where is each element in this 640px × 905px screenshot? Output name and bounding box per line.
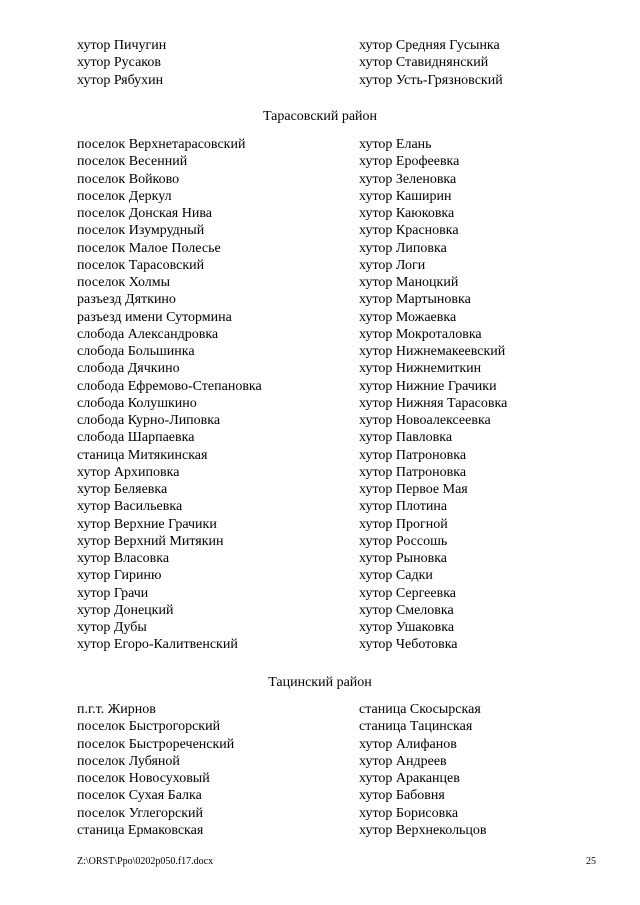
settlement-row — [77, 753, 597, 770]
settlement-right: хутор Андреев — [359, 753, 447, 769]
settlement-list-tarasovsky — [77, 136, 597, 654]
settlement-row — [77, 602, 597, 619]
settlement-row — [77, 205, 597, 222]
settlement-row — [77, 153, 597, 170]
settlement-right: хутор Нижнемиткин — [359, 361, 482, 377]
settlement-left: поселок Сухая Балка — [77, 788, 202, 804]
settlement-left: слобода Ефремово-Степановка — [77, 378, 262, 394]
settlement-right: хутор Каширин — [359, 188, 452, 204]
settlement-left: хутор Дубы — [77, 620, 147, 635]
settlement-row — [77, 516, 597, 533]
settlement-row — [77, 222, 597, 239]
settlement-row — [77, 585, 597, 602]
settlement-left: хутор Донецкий — [77, 602, 174, 618]
settlement-right: хутор Маноцкий — [359, 275, 459, 290]
settlement-left: поселок Войково — [77, 171, 180, 187]
settlement-row — [77, 54, 597, 71]
page-footer — [77, 856, 596, 867]
settlement-row — [77, 822, 597, 839]
settlement-left: хутор Егоро-Калитвенский — [77, 637, 238, 653]
settlement-right: хутор Нижние Грачики — [359, 378, 497, 394]
settlement-left: поселок Изумрудный — [77, 223, 205, 239]
settlement-left: хутор Гириню — [77, 568, 162, 584]
settlement-row — [77, 805, 597, 822]
settlement-right: станица Скосырская — [359, 702, 481, 717]
settlement-right: хутор Средняя Гусынка — [359, 38, 500, 53]
settlement-right: хутор Ушаковка — [359, 620, 455, 635]
settlement-row — [77, 412, 597, 429]
settlement-row — [77, 188, 597, 205]
settlement-row — [77, 567, 597, 584]
settlement-row — [77, 37, 597, 54]
settlement-right: хутор Прогной — [359, 516, 448, 532]
settlement-right: хутор Елань — [359, 137, 432, 152]
settlement-right: станица Тацинская — [359, 719, 473, 735]
settlement-right: хутор Ставиднянский — [359, 55, 489, 71]
settlement-left: поселок Углегорский — [77, 805, 204, 821]
settlement-left: поселок Новосуховый — [77, 771, 210, 786]
settlement-right: хутор Алифанов — [359, 736, 457, 752]
settlement-right: хутор Патроновка — [359, 447, 467, 463]
settlement-left: разъезд имени Сутормина — [77, 309, 232, 325]
settlement-left: поселок Быстрогорский — [77, 719, 221, 735]
settlement-left: слобода Курно-Липовка — [77, 413, 221, 428]
settlement-left: хутор Верхний Митякин — [77, 533, 224, 549]
settlement-row — [77, 395, 597, 412]
settlement-right: хутор Каюковка — [359, 206, 455, 221]
settlement-row — [77, 533, 597, 550]
settlement-left: разъезд Дяткино — [77, 292, 176, 308]
page-number: 25 — [586, 856, 596, 867]
settlement-left: хутор Пичугин — [77, 38, 167, 53]
settlement-left: хутор Рябухин — [77, 72, 164, 88]
settlement-right: хутор Красновка — [359, 223, 459, 239]
settlement-right: хутор Верхнекольцов — [359, 822, 487, 838]
settlement-right: хутор Смеловка — [359, 602, 454, 618]
settlement-row — [77, 770, 597, 787]
settlement-row — [77, 136, 597, 153]
settlement-right: хутор Мартыновка — [359, 292, 471, 308]
settlement-row — [77, 274, 597, 291]
settlement-right: хутор Россошь — [359, 533, 448, 549]
settlement-right: хутор Араканцев — [359, 771, 460, 786]
settlement-right: хутор Сергеевка — [359, 585, 457, 601]
settlement-right: хутор Ерофеевка — [359, 154, 460, 170]
settlement-left: поселок Донская Нива — [77, 206, 212, 221]
settlement-right: хутор Новоалексеевка — [359, 413, 491, 428]
settlement-right: хутор Можаевка — [359, 309, 457, 325]
settlement-right: хутор Бабовня — [359, 788, 445, 804]
settlement-row — [77, 550, 597, 567]
settlement-left: станица Ермаковская — [77, 822, 204, 838]
settlement-row — [77, 736, 597, 753]
settlement-left: поселок Быстрореченский — [77, 736, 235, 752]
settlement-left: хутор Архиповка — [77, 464, 180, 480]
file-path: Z:\ORST\Ppo\0202p050.f17.docx — [77, 856, 214, 867]
settlement-row — [77, 464, 597, 481]
settlement-right: хутор Нижнемакеевский — [359, 344, 506, 359]
settlement-row — [77, 326, 597, 343]
settlement-left: хутор Грачи — [77, 585, 149, 601]
settlement-list-tatsinsky — [77, 701, 597, 839]
settlement-row — [77, 447, 597, 464]
settlement-row — [77, 701, 597, 718]
settlement-row — [77, 257, 597, 274]
settlement-right: хутор Чеботовка — [359, 637, 458, 653]
settlement-row — [77, 481, 597, 498]
settlement-left: поселок Верхнетарасовский — [77, 137, 246, 152]
settlement-row — [77, 343, 597, 360]
settlement-right: хутор Павловка — [359, 430, 453, 446]
settlement-right: хутор Нижняя Тарасовка — [359, 395, 508, 411]
settlement-row — [77, 718, 597, 735]
settlement-left: хутор Васильевка — [77, 499, 183, 515]
continued-list — [77, 37, 597, 89]
settlement-right: хутор Рыновка — [359, 551, 447, 566]
section-heading-tatsinsky: Тацинский район — [268, 675, 372, 690]
settlement-left: слобода Александровка — [77, 326, 219, 342]
settlement-row — [77, 240, 597, 257]
settlement-right: хутор Липовка — [359, 240, 447, 256]
settlement-right: хутор Первое Мая — [359, 482, 468, 497]
settlement-row — [77, 291, 597, 308]
settlement-row — [77, 309, 597, 326]
settlement-left: поселок Тарасовский — [77, 257, 205, 273]
settlement-right: хутор Зеленовка — [359, 171, 457, 187]
settlement-row — [77, 378, 597, 395]
settlement-left: слобода Колушкино — [77, 395, 197, 411]
settlement-right: хутор Борисовка — [359, 805, 459, 821]
settlement-row — [77, 619, 597, 636]
settlement-left: поселок Малое Полесье — [77, 240, 221, 256]
settlement-left: поселок Лубяной — [77, 753, 180, 769]
settlement-left: слобода Большинка — [77, 344, 195, 359]
settlement-row — [77, 360, 597, 377]
settlement-right: хутор Усть-Грязновский — [359, 72, 503, 88]
settlement-row — [77, 636, 597, 653]
settlement-left: слобода Дячкино — [77, 361, 180, 377]
settlement-row — [77, 171, 597, 188]
settlement-right: хутор Мокроталовка — [359, 326, 482, 342]
settlement-left: станица Митякинская — [77, 447, 208, 463]
section-heading-tarasovsky: Тарасовский район — [262, 109, 378, 124]
settlement-left: слобода Шарпаевка — [77, 430, 195, 446]
settlement-left: поселок Холмы — [77, 275, 171, 290]
settlement-right: хутор Садки — [359, 568, 433, 584]
settlement-left: поселок Деркул — [77, 188, 172, 204]
settlement-row — [77, 498, 597, 515]
settlement-right: хутор Плотина — [359, 499, 448, 515]
settlement-row — [77, 429, 597, 446]
settlement-left: п.г.т. Жирнов — [77, 702, 156, 717]
settlement-left: хутор Русаков — [77, 55, 161, 71]
settlement-left: хутор Власовка — [77, 551, 170, 566]
settlement-left: хутор Верхние Грачики — [77, 516, 217, 532]
settlement-row — [77, 787, 597, 804]
settlement-left: поселок Весенний — [77, 154, 188, 170]
settlement-row — [77, 72, 597, 89]
settlement-right: хутор Логи — [359, 257, 426, 273]
settlement-left: хутор Беляевка — [77, 482, 168, 497]
settlement-right: хутор Патроновка — [359, 464, 467, 480]
